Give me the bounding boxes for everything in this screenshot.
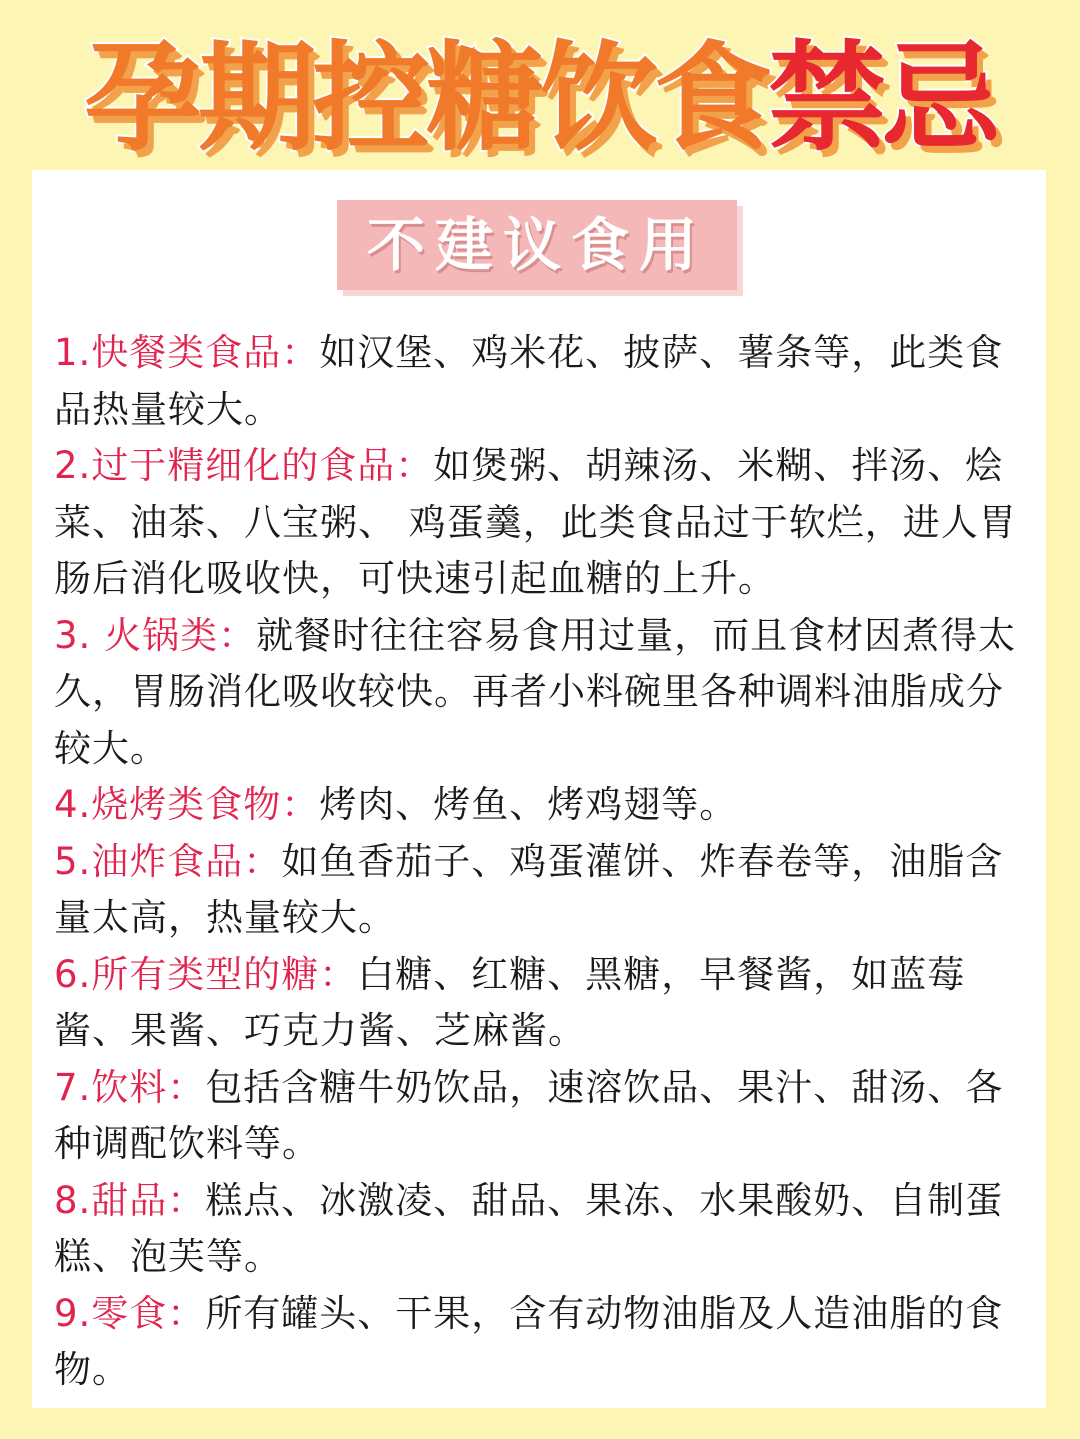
item-text: 就餐时往往容易食用过量，而且食材因煮得太久，胃肠消化吸收较快。再者小料碗里各种调料油脂成分较大。 [54,613,1017,770]
item-heading: 4.烧烤类食物： [54,783,320,826]
item-heading: 6.所有类型的糖： [54,952,358,996]
item-heading: 8.甜品： [54,1178,206,1222]
page-title [0,28,1080,168]
item-text: 糕点、冰激凌、甜品、果冻、水果酸奶、自制蛋糕、泡芙等。 [54,1178,1004,1278]
item-text: 如鱼香茄子、鸡蛋灌饼、炸春卷等，油脂含量太高，热量较大。 [54,839,1004,939]
item-text: 白糖、红糖、黑糖，早餐酱，如蓝莓酱、果酱、巧克力酱、芝麻酱。 [54,952,966,1052]
item-list [54,325,1034,1399]
list-item [54,947,1034,1060]
list-item [54,834,1034,947]
list-item [54,608,1034,778]
item-text: 如汉堡、鸡米花、披萨、薯条等，此类食品热量较大。 [54,331,1004,431]
item-heading: 7.饮料： [54,1065,206,1109]
list-item [54,325,1034,438]
list-item [54,438,1034,608]
item-heading: 3. 火锅类： [54,613,257,657]
section-badge: 不建议食用 [337,200,737,290]
item-text: 如煲粥、胡辣汤、米糊、拌汤、烩菜、油茶、八宝粥、 鸡蛋羹，此类食品过于软烂，进人胃肠后消化吸收快，可快速引起血糖的上升。 [54,444,1017,600]
list-item [54,1060,1034,1173]
item-text: 烤肉、烤鱼、烤鸡翅等。 [319,783,738,826]
item-heading: 1.快餐类食品： [54,331,320,374]
item-heading: 5.油炸食品： [54,839,282,883]
content-card [32,170,1046,1408]
item-text: 所有罐头、干果，含有动物油脂及人造油脂的食物。 [54,1291,1004,1391]
list-item [54,1173,1034,1286]
title-main: 孕期控糖饮食 [83,29,768,167]
item-text: 包括含糖牛奶饮品，速溶饮品、果汁、甜汤、各种调配饮料等。 [54,1065,1004,1165]
list-item [54,1286,1034,1399]
item-heading: 2.过于精细化的食品： [54,444,434,487]
list-item [54,777,1034,834]
item-heading: 9.零食： [54,1291,206,1335]
title-highlight: 禁忌 [768,29,997,167]
